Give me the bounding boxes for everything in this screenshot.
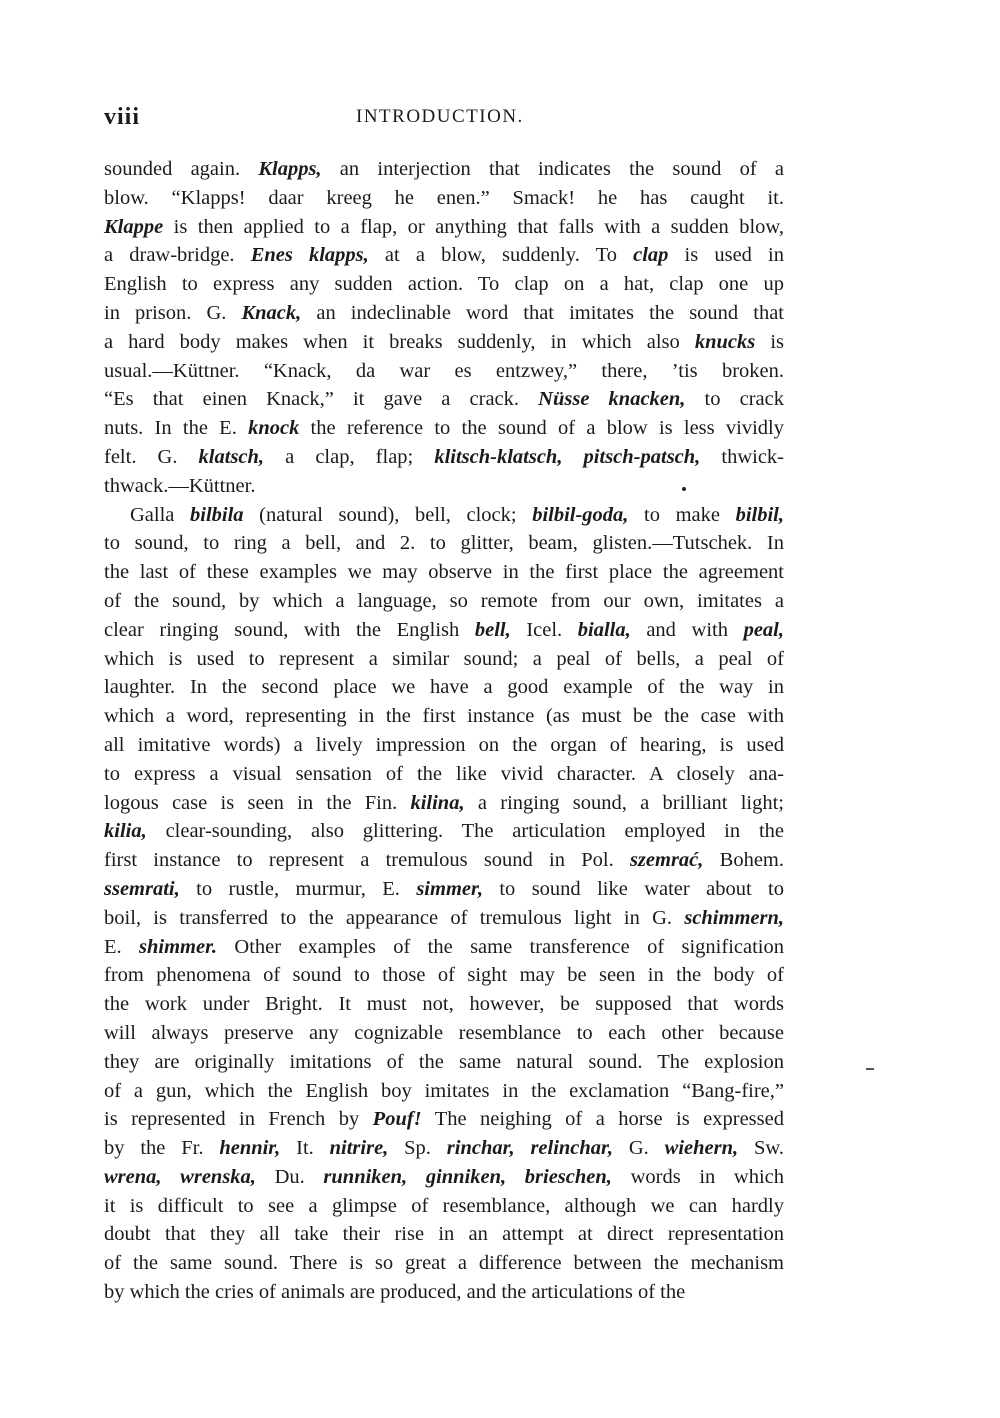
text-line: nuts. In the E. knock the reference to the sound of a blow is less vividly <box>104 417 784 440</box>
text-line: first instance to represent a tremulous sound in Pol. szemrać, Bohem. <box>104 849 784 872</box>
text-line: of the same sound. There is so great a difference between the mechanism <box>104 1252 784 1275</box>
text-line: in prison. G. Knack, an indeclinable word that imitates the sound that <box>104 301 784 324</box>
text-line: which a word, representing in the first instance (as must be the case with <box>104 705 784 728</box>
text-line: English to express any sudden action. To clap on a hat, clap one up <box>104 273 784 296</box>
text-line: ssemrati, to rustle, murmur, E. simmer, to sound like water about to <box>104 877 784 900</box>
text-line: is represented in French by Pouf! The neighing of a horse is expressed <box>104 1108 784 1131</box>
paragraph-klapps <box>104 155 784 501</box>
text-line: the last of these examples we may observe in the first place the agreement <box>104 561 784 584</box>
text-line: felt. G. klatsch, a clap, flap; klitsch-klatsch, pitsch-patsch, thwick- <box>104 445 785 468</box>
text-line: thwack.—Küttner. <box>104 474 256 497</box>
text-line: laughter. In the second place we have a good example of the way in <box>104 676 784 699</box>
text-line: of the sound, by which a language, so remote from our own, imitates a <box>104 589 784 612</box>
text-line: Galla bilbila (natural sound), bell, clock; bilbil-goda, to make bilbil, <box>130 503 784 526</box>
text-line: it is difficult to see a glimpse of resemblance, although we can hardly <box>104 1194 784 1217</box>
text-line: sounded again. Klapps, an interjection that indicates the sound of a <box>104 158 784 180</box>
text-line: wrena, wrenska, Du. runniken, ginniken, brieschen, words in which <box>104 1165 785 1188</box>
text-line: clear ringing sound, with the English bell, Icel. bialla, and with peal, <box>104 618 784 641</box>
text-line: kilia, clear-sounding, also glittering. The articulation employed in the <box>104 820 784 843</box>
text-line: to sound, to ring a bell, and 2. to glitter, beam, glisten.—Tutschek. In <box>104 532 784 555</box>
text-line: by which the cries of animals are produced, and the articulations of the <box>104 1281 686 1304</box>
text-line: “Es that einen Knack,” it gave a crack. Nüsse knacken, to crack <box>104 388 784 411</box>
page-header <box>104 104 784 134</box>
text-line: which is used to represent a similar sound; a peal of bells, a peal of <box>104 647 784 670</box>
page-number: viii <box>104 104 141 130</box>
text-line: logous case is seen in the Fin. kilina, a ringing sound, a brilliant light; <box>104 791 784 814</box>
text-line: by the Fr. hennir, It. nitrire, Sp. rinchar, relinchar, G. wiehern, Sw. <box>104 1137 784 1160</box>
text-line: a draw-bridge. Enes klapps, at a blow, suddenly. To clap is used in <box>104 244 785 267</box>
text-line: from phenomena of sound to those of sight may be seen in the body of <box>104 964 784 987</box>
text-line: the work under Bright. It must not, however, be supposed that words <box>104 993 784 1016</box>
text-line: boil, is transferred to the appearance of tremulous light in G. schimmern, <box>104 906 784 929</box>
text-line: blow. “Klapps! daar kreeg he enen.” Smack! he has caught it. <box>104 186 784 209</box>
text-line: Klappe is then applied to a flap, or anything that falls with a sudden blow, <box>104 215 784 238</box>
text-line: they are originally imitations of the same natural sound. The explosion <box>104 1050 784 1073</box>
body-text <box>104 155 784 1307</box>
running-head: INTRODUCTION. <box>356 106 524 127</box>
text-line: to express a visual sensation of the like vivid character. A closely ana- <box>104 762 784 785</box>
text-line: usual.—Küttner. “Knack, da war es entzwey,” there, ’tis broken. <box>104 359 784 382</box>
stray-dot-mark <box>682 487 686 491</box>
text-line: E. shimmer. Other examples of the same transference of signification <box>104 935 784 958</box>
text-line: all imitative words) a lively impression on the organ of hearing, is used <box>104 733 784 756</box>
stray-dash-mark <box>866 1068 874 1070</box>
text-line: a hard body makes when it breaks suddenly, in which also knucks is <box>104 330 784 353</box>
paragraph-galla <box>104 501 784 1307</box>
text-line: of a gun, which the English boy imitates in the exclamation “Bang-fire,” <box>104 1079 784 1102</box>
text-line: will always preserve any cognizable resemblance to each other because <box>104 1021 784 1044</box>
text-line: doubt that they all take their rise in an attempt at direct representation <box>104 1223 784 1246</box>
